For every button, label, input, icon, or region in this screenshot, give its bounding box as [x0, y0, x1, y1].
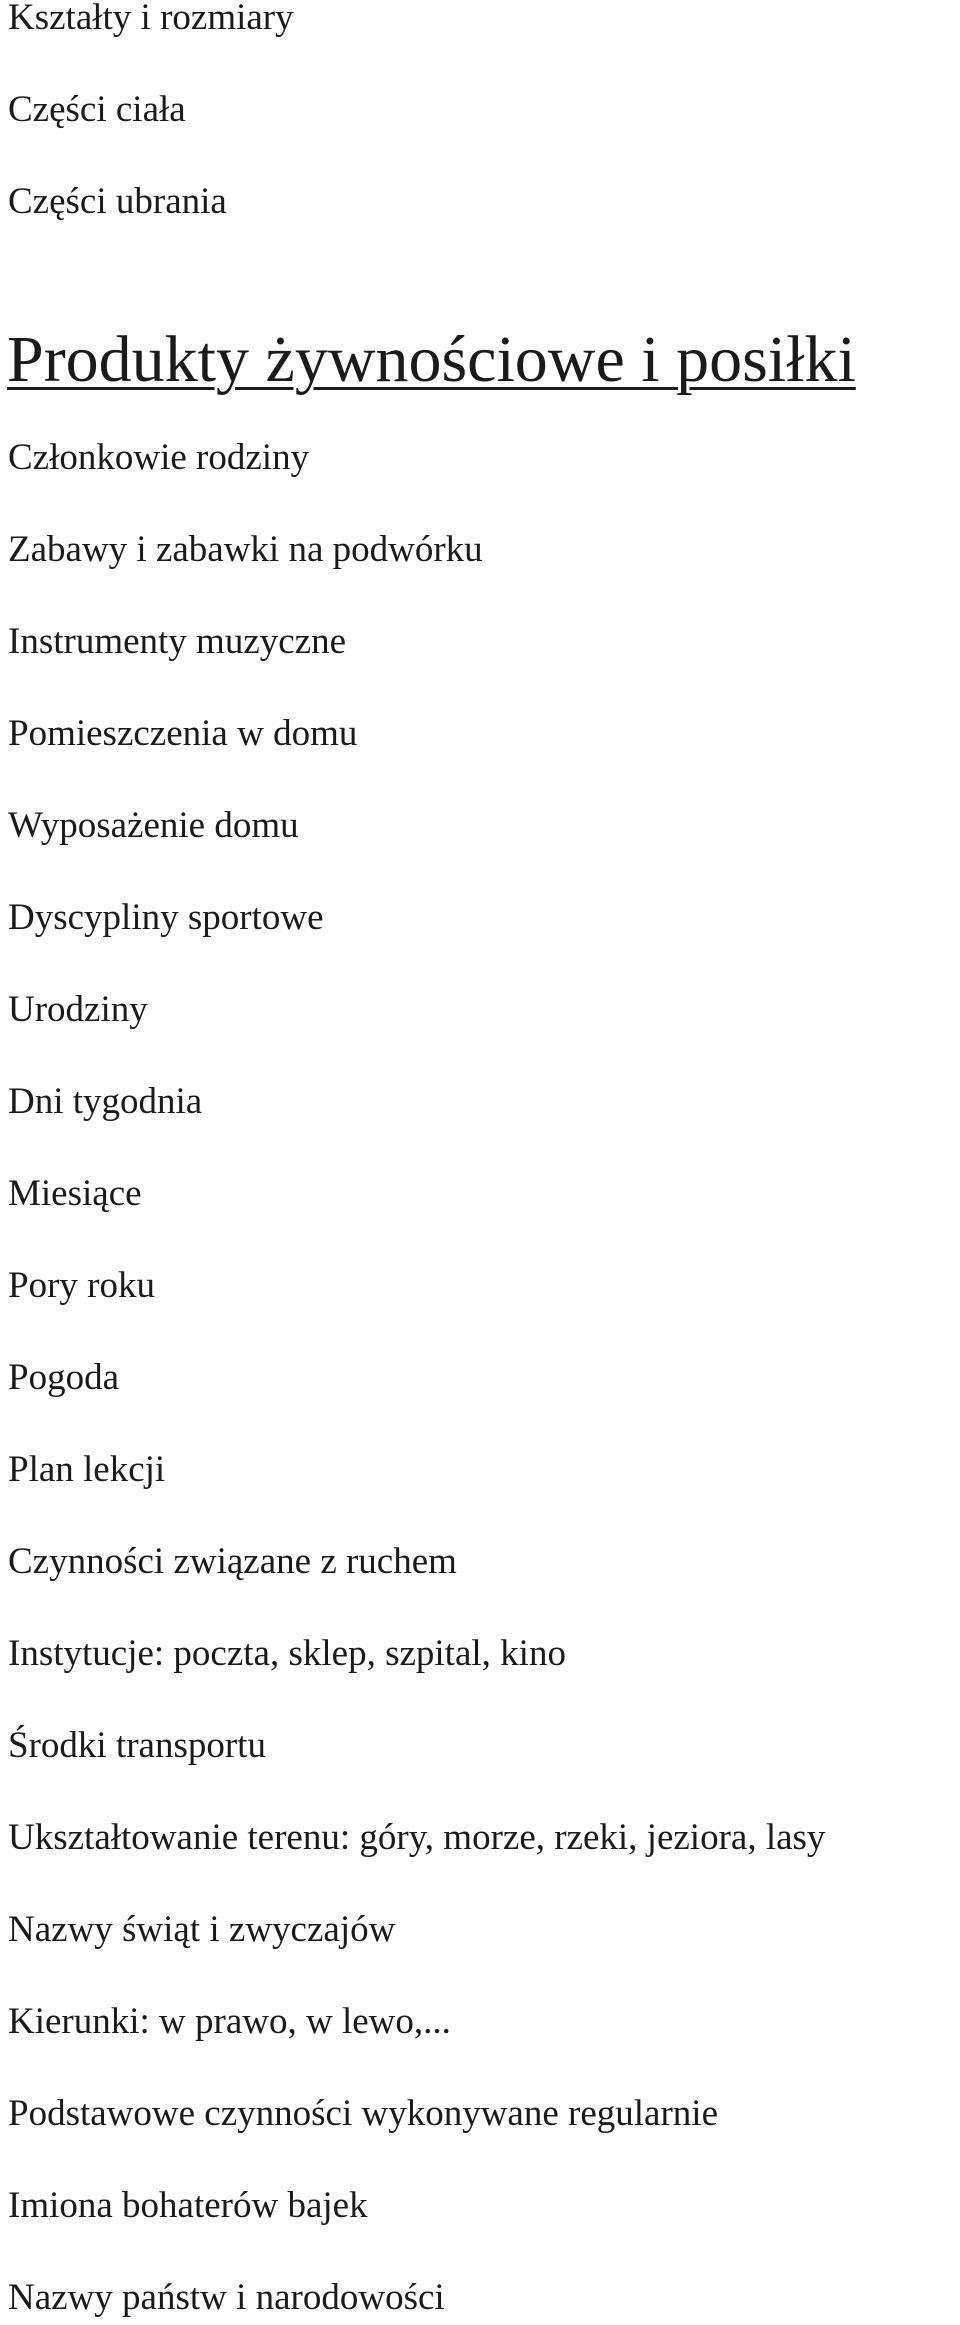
- topic-item: Dni tygodnia: [8, 1081, 203, 1122]
- topic-item: Wyposażenie domu: [8, 805, 299, 846]
- topic-item: Ukształtowanie terenu: góry, morze, rzeki, jeziora, lasy: [8, 1817, 826, 1858]
- topic-item: Instytucje: poczta, sklep, szpital, kino: [8, 1633, 566, 1674]
- topic-item: Środki transportu: [8, 1725, 266, 1766]
- topic-item: Podstawowe czynności wykonywane regularnie: [8, 2093, 718, 2134]
- topic-item: Dyscypliny sportowe: [8, 897, 324, 938]
- topic-item: Kierunki: w prawo, w lewo,...: [8, 2001, 451, 2042]
- topic-item: Imiona bohaterów bajek: [8, 2185, 368, 2226]
- topic-item: Członkowie rodziny: [8, 437, 310, 478]
- topic-item: Części ubrania: [8, 181, 227, 222]
- topic-item: Instrumenty muzyczne: [8, 621, 347, 662]
- topic-item: Nazwy świąt i zwyczajów: [8, 1909, 396, 1950]
- topic-item: Zabawy i zabawki na podwórku: [8, 529, 483, 570]
- section-heading: Produkty żywnościowe i posiłki: [7, 323, 856, 396]
- topic-item: Czynności związane z ruchem: [8, 1541, 457, 1582]
- topic-item: Pomieszczenia w domu: [8, 713, 358, 754]
- topic-item: Kształty i rozmiary: [8, 0, 294, 38]
- topic-item: Części ciała: [8, 89, 186, 130]
- topic-item: Pory roku: [8, 1265, 155, 1306]
- topic-item: Nazwy państw i narodowości: [8, 2277, 445, 2318]
- topic-item: Miesiące: [8, 1173, 142, 1214]
- topic-item: Plan lekcji: [8, 1449, 166, 1490]
- topic-item: Pogoda: [8, 1357, 119, 1398]
- topic-item: Urodziny: [8, 989, 148, 1030]
